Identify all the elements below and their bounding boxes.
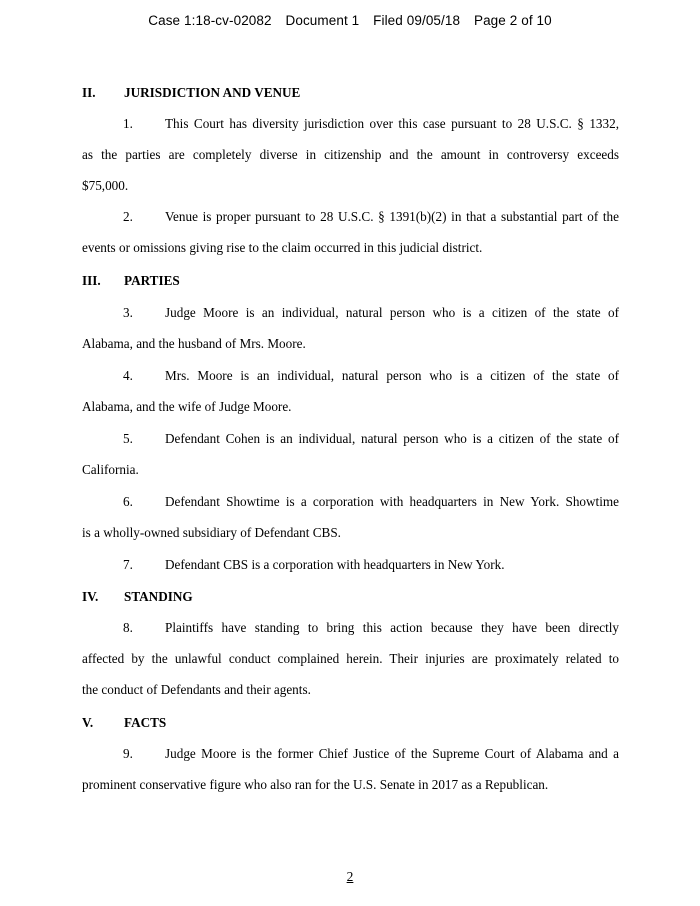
paragraph-line xyxy=(82,431,619,462)
document-number: Document 1 xyxy=(285,13,360,28)
paragraph-line: is a wholly-owned subsidiary of Defendant CBS. xyxy=(82,525,341,540)
paragraph-7 xyxy=(82,557,619,588)
section-heading-standing xyxy=(82,589,193,605)
section-title: STANDING xyxy=(124,589,193,604)
paragraph-text: Mrs. Moore is an individual, natural person who is a citizen of the state of xyxy=(165,368,619,383)
paragraph-text: Judge Moore is the former Chief Justice of the Supreme Court of Alabama and a xyxy=(165,746,619,761)
paragraph-9 xyxy=(82,746,619,808)
case-header xyxy=(0,13,700,28)
paragraph-1 xyxy=(82,116,619,209)
section-number: II. xyxy=(82,85,96,100)
paragraph-text: Defendant Cohen is an individual, natural person who is a citizen of the state of xyxy=(165,431,619,446)
paragraph-line xyxy=(82,368,619,399)
section-title: PARTIES xyxy=(124,273,180,288)
paragraph-line: California. xyxy=(82,462,139,477)
paragraph-number: 6. xyxy=(123,494,133,509)
paragraph-text: Defendant CBS is a corporation with headquarters in New York. xyxy=(165,557,505,572)
paragraph-line: $75,000. xyxy=(82,178,129,193)
paragraph-6 xyxy=(82,494,619,556)
paragraph-line: affected by the unlawful conduct complained herein. Their injuries are proximately related to xyxy=(82,651,619,666)
paragraph-number: 3. xyxy=(123,305,133,320)
paragraph-line xyxy=(82,620,619,651)
paragraph-3 xyxy=(82,305,619,367)
paragraph-8 xyxy=(82,620,619,713)
paragraph-number: 2. xyxy=(123,209,133,224)
paragraph-line xyxy=(82,557,619,588)
paragraph-number: 1. xyxy=(123,116,133,131)
paragraph-text: Venue is proper pursuant to 28 U.S.C. § 1391(b)(2) in that a substantial part of the xyxy=(165,209,619,224)
section-heading-parties xyxy=(82,273,180,289)
paragraph-number: 4. xyxy=(123,368,133,383)
paragraph-number: 5. xyxy=(123,431,133,446)
paragraph-line xyxy=(82,116,619,147)
paragraph-line: events or omissions giving rise to the claim occurred in this judicial district. xyxy=(82,240,483,255)
paragraph-5 xyxy=(82,431,619,493)
paragraph-number: 9. xyxy=(123,746,133,761)
section-number: V. xyxy=(82,715,94,730)
paragraph-line xyxy=(82,494,619,525)
section-heading-facts xyxy=(82,715,166,731)
paragraph-number: 7. xyxy=(123,557,133,572)
paragraph-line: Alabama, and the husband of Mrs. Moore. xyxy=(82,336,306,351)
page-number: 2 xyxy=(346,869,354,884)
paragraph-line xyxy=(82,305,619,336)
paragraph-4 xyxy=(82,368,619,430)
paragraph-line xyxy=(82,746,619,777)
section-number: IV. xyxy=(82,589,99,604)
paragraph-line: the conduct of Defendants and their agents. xyxy=(82,682,311,697)
page-indicator: Page 2 of 10 xyxy=(473,13,552,28)
filed-date: Filed 09/05/18 xyxy=(373,13,461,28)
paragraph-2 xyxy=(82,209,619,271)
paragraph-text: Defendant Showtime is a corporation with headquarters in New York. Showtime xyxy=(165,494,619,509)
paragraph-line: prominent conservative figure who also ran for the U.S. Senate in 2017 as a Republican. xyxy=(82,777,549,792)
section-heading-jurisdiction xyxy=(82,85,300,101)
paragraph-text: This Court has diversity jurisdiction over this case pursuant to 28 U.S.C. § 1332, xyxy=(165,116,619,131)
paragraph-number: 8. xyxy=(123,620,133,635)
paragraph-text: Judge Moore is an individual, natural person who is a citizen of the state of xyxy=(165,305,619,320)
paragraph-line: as the parties are completely diverse in citizenship and the amount in controversy exceeds xyxy=(82,147,619,162)
section-number: III. xyxy=(82,273,101,288)
case-number: Case 1:18-cv-02082 xyxy=(148,13,272,28)
section-title: FACTS xyxy=(124,715,167,730)
paragraph-line: Alabama, and the wife of Judge Moore. xyxy=(82,399,292,414)
paragraph-text: Plaintiffs have standing to bring this action because they have been directly xyxy=(165,620,619,635)
section-title: JURISDICTION AND VENUE xyxy=(124,85,301,100)
paragraph-line xyxy=(82,209,619,240)
